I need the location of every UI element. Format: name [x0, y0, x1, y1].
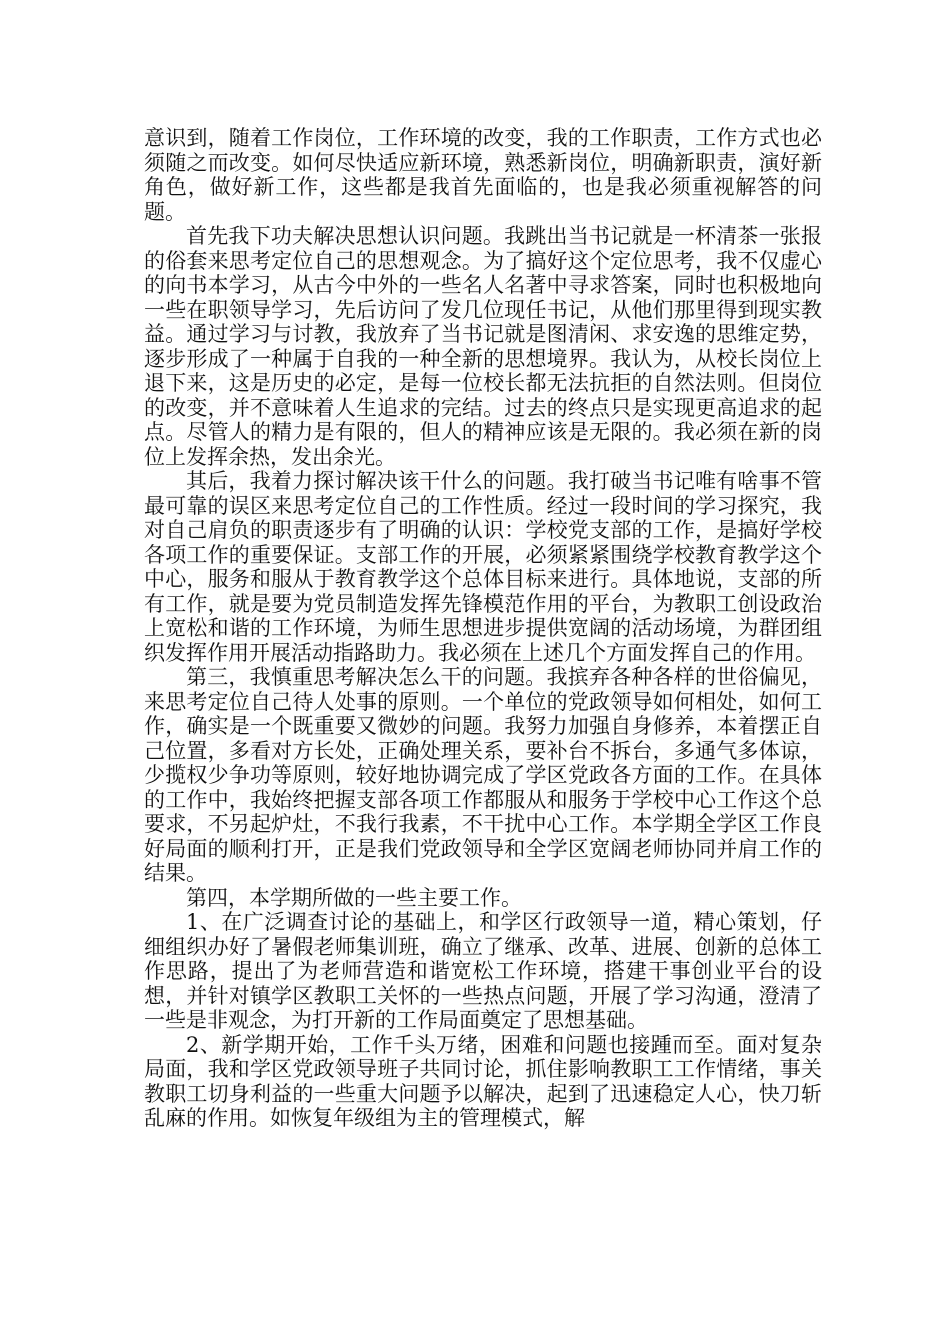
paragraph-1: 意识到，随着工作岗位，工作环境的改变，我的工作职责，工作方式也必须随之而改变。如何尽快适应新环境，熟悉新岗位，明确新职责，演好新角色，做好新工作，这些都是我首先面临的，也是我必须重视解答的问题。: [144, 126, 822, 224]
document-body: [144, 126, 822, 1131]
paragraph-2: 首先我下功夫解决思想认识问题。我跳出当书记就是一杯清茶一张报的俗套来思考定位自己的思想观念。为了搞好这个定位思考，我不仅虚心的向书本学习，从古今中外的一些名人名著中寻求答案，同时也积极地向一些在职领导学习，先后访问了发几位现任书记，从他们那里得到现实教益。通过学习与讨教，我放弃了当书记就是图清闲、求安逸的思维定势，逐步形成了一种属于自我的一种全新的思想境界。我认为，从校长岗位上退下来，这是历史的必定，是每一位校长都无法抗拒的自然法则。但岗位的改变，并不意味着人生追求的完结。过去的终点只是实现更高追求的起点。尽管人的精力是有限的，但人的精神应该是无限的。我必须在新的岗位上发挥余热，发出余光。: [144, 224, 822, 469]
paragraph-6: 1、在广泛调查讨论的基础上，和学区行政领导一道，精心策划，仔细组织办好了暑假老师集训班，确立了继承、改革、进展、创新的总体工作思路，提出了为老师营造和谐宽松工作环境，搭建干事创业平台的设想，并针对镇学区教职工关怀的一些热点问题，开展了学习沟通，澄清了一些是非观念，为打开新的工作局面奠定了思想基础。: [144, 910, 822, 1032]
paragraph-4: 第三，我慎重思考解决怎么干的问题。我摈弃各种各样的世俗偏见，来思考定位自己待人处事的原则。一个单位的党政领导如何相处，如何工作，确实是一个既重要又微妙的问题。我努力加强自身修养，本着摆正自己位置，多看对方长处，正确处理关系，要补台不拆台，多通气多体谅，少揽权少争功等原则，较好地协调完成了学区党政各方面的工作。在具体的工作中，我始终把握支部各项工作都服从和服务于学校中心工作这个总要求，不另起炉灶，不我行我素，不干扰中心工作。本学期全学区工作良好局面的顺利打开，正是我们党政领导和全学区宽阔老师协同并肩工作的结果。: [144, 665, 822, 885]
paragraph-5: 第四，本学期所做的一些主要工作。: [186, 885, 522, 910]
paragraph-3: 其后，我着力探讨解决该干什么的问题。我打破当书记唯有啥事不管最可靠的误区来思考定位自己的工作性质。经过一段时间的学习探究，我对自己肩负的职责逐步有了明确的认识：学校党支部的工作，是搞好学校各项工作的重要保证。支部工作的开展，必须紧紧围绕学校教育教学这个中心，服务和服从于教育教学这个总体目标来进行。具体地说，支部的所有工作，就是要为党员制造发挥先锋模范作用的平台，为教职工创设政治上宽松和谐的工作环境，为师生思想进步提供宽阔的活动场境，为群团组织发挥作用开展活动指路助力。我必须在上述几个方面发挥自己的作用。: [144, 469, 822, 665]
paragraph-7: 2、新学期开始，工作千头万绪，困难和问题也接踵而至。面对复杂局面，我和学区党政领导班子共同讨论，抓住影响教职工工作情绪，事关教职工切身利益的一些重大问题予以解决，起到了迅速稳定人心，快刀斩乱麻的作用。如恢复年级组为主的管理模式，解: [144, 1032, 822, 1130]
